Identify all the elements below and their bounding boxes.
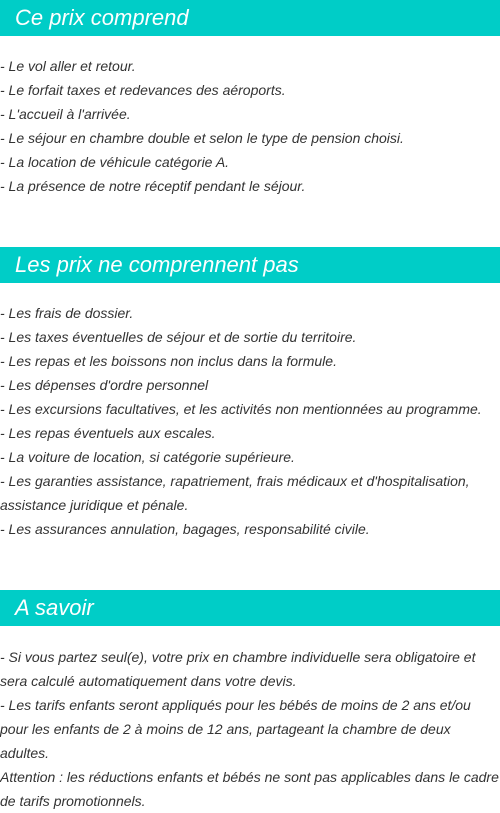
list-item: - Les dépenses d'ordre personnel bbox=[0, 377, 209, 393]
good-to-know-list bbox=[0, 645, 500, 813]
section-title-included: Ce prix comprend bbox=[0, 0, 500, 36]
list-item: - L'accueil à l'arrivée. bbox=[0, 106, 131, 122]
list-item: - Les frais de dossier. bbox=[0, 305, 134, 321]
section-included bbox=[0, 0, 500, 198]
section-title-good-to-know: A savoir bbox=[0, 590, 500, 626]
section-title-not-included: Les prix ne comprennent pas bbox=[0, 247, 500, 283]
list-item: - Le forfait taxes et redevances des aéroports. bbox=[0, 82, 286, 98]
list-item: - Les repas éventuels aux escales. bbox=[0, 425, 216, 441]
list-item: - Les assurances annulation, bagages, responsabilité civile. bbox=[0, 521, 370, 537]
list-item: - La location de véhicule catégorie A. bbox=[0, 154, 230, 170]
list-item: - La voiture de location, si catégorie supérieure. bbox=[0, 449, 295, 465]
list-item: - Les excursions facultatives, et les activités non mentionnées au programme. bbox=[0, 401, 482, 417]
list-item: - Le séjour en chambre double et selon le type de pension choisi. bbox=[0, 130, 404, 146]
list-item: - La présence de notre réceptif pendant le séjour. bbox=[0, 178, 306, 194]
list-item: - Si vous partez seul(e), votre prix en chambre individuelle sera obligatoire et sera calculé automatiquement dans votre devis. bbox=[0, 649, 476, 689]
list-item: - Les repas et les boissons non inclus dans la formule. bbox=[0, 353, 337, 369]
section-not-included bbox=[0, 247, 500, 541]
list-item: Attention : les réductions enfants et bébés ne sont pas applicables dans le cadre de tarifs promotionnels. bbox=[0, 769, 499, 809]
section-good-to-know bbox=[0, 590, 500, 813]
list-item: - Les tarifs enfants seront appliqués pour les bébés de moins de 2 ans et/ou pour les enfants de 2 à moins de 12 ans, partageant la chambre de deux adultes. bbox=[0, 697, 471, 761]
list-item: - Les garanties assistance, rapatriement, frais médicaux et d'hospitalisation, assistance juridique et pénale. bbox=[0, 473, 470, 513]
included-list bbox=[0, 54, 500, 198]
list-item: - Le vol aller et retour. bbox=[0, 58, 136, 74]
not-included-list bbox=[0, 301, 500, 541]
list-item: - Les taxes éventuelles de séjour et de sortie du territoire. bbox=[0, 329, 357, 345]
